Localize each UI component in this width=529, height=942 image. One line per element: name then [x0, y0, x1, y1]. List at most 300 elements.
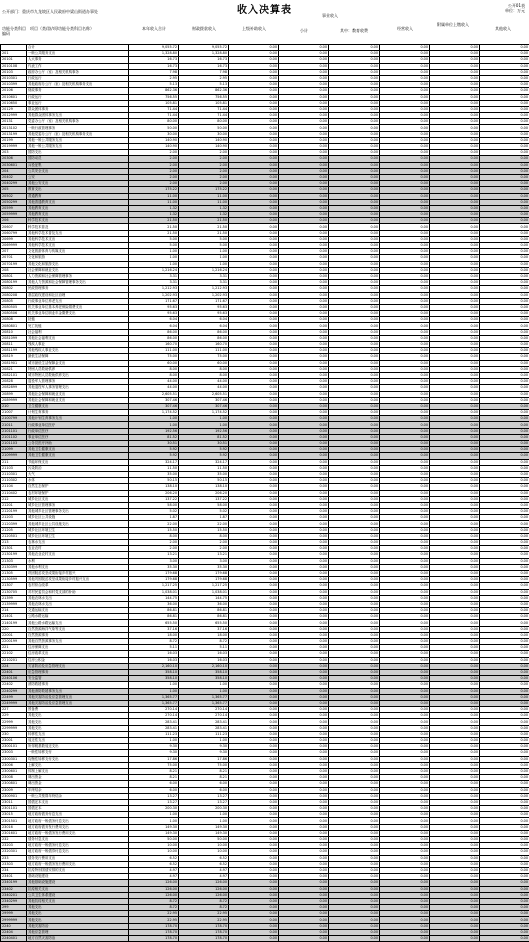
table-cell: 0.00 — [279, 892, 329, 898]
table-cell: 0.00 — [279, 911, 329, 917]
table-cell: 111.00 — [179, 348, 229, 354]
table-cell: 0.00 — [329, 738, 380, 744]
table-cell: 0.00 — [329, 428, 380, 434]
table-cell: 0.00 — [279, 570, 329, 576]
table-cell: 0.00 — [329, 682, 380, 688]
table-cell: 126.00 — [179, 886, 229, 892]
table-cell: 2.00 — [129, 162, 179, 168]
table-cell: 0.00 — [279, 230, 329, 236]
table-cell: 0.00 — [229, 82, 279, 88]
table-cell: 0.00 — [279, 768, 329, 774]
table-cell: 0.00 — [430, 329, 480, 335]
table-cell: 0.00 — [380, 459, 430, 465]
table-cell: 1,038.01 — [179, 589, 229, 595]
table-cell: 2340199 — [1, 880, 27, 886]
table-cell: 0.00 — [480, 521, 529, 527]
table-cell: 0.00 — [329, 886, 380, 892]
table-cell: 0.00 — [430, 403, 480, 409]
table-cell: 22.00 — [129, 521, 179, 527]
column-header — [0, 12, 529, 44]
table-cell: 农村环境保护 — [27, 490, 129, 496]
table-cell: 0.00 — [430, 181, 480, 187]
table-cell: 0.00 — [329, 515, 380, 521]
table-cell: 0.00 — [329, 329, 380, 335]
table-cell: 0.00 — [430, 385, 480, 391]
table-cell: 0.00 — [279, 669, 329, 675]
table-cell: 0.00 — [480, 843, 529, 849]
table-cell: 2110402 — [1, 490, 27, 496]
table-cell: 0.00 — [380, 867, 430, 873]
table-cell: 0.00 — [229, 527, 279, 533]
table-cell: 其他科学技术支出 — [27, 236, 129, 242]
table-cell: 22001 — [1, 632, 27, 638]
table-cell: 0.00 — [480, 385, 529, 391]
table-cell: 0.00 — [229, 298, 279, 304]
table-cell: 0.00 — [430, 608, 480, 614]
table-cell: 10.00 — [179, 843, 229, 849]
table-cell: 0.00 — [380, 372, 430, 378]
table-cell: 0.00 — [480, 750, 529, 756]
table-cell: 0.00 — [229, 700, 279, 706]
table-cell: 22.95 — [179, 917, 229, 923]
table-cell: 城乡社区管理事务 — [27, 502, 129, 508]
table-cell: 0.00 — [229, 855, 279, 861]
table-cell: 0.00 — [279, 645, 329, 651]
table-cell: 0.00 — [380, 230, 430, 236]
table-cell: 0.00 — [229, 750, 279, 756]
table-cell: 0.00 — [480, 583, 529, 589]
table-cell: 0.00 — [430, 422, 480, 428]
table-cell: 1,202.93 — [129, 292, 179, 298]
table-cell: 20699 — [1, 236, 27, 242]
table-cell: 6.00 — [129, 787, 179, 793]
table-cell: 7.98 — [179, 69, 229, 75]
table-cell: 270.14 — [179, 713, 229, 719]
table-cell: 0.00 — [279, 292, 329, 298]
table-cell: 0.00 — [480, 348, 529, 354]
table-cell: 0.00 — [279, 162, 329, 168]
table-cell: 0.00 — [329, 645, 380, 651]
table-cell: 0.00 — [229, 657, 279, 663]
table-cell: 8.00 — [129, 366, 179, 372]
table-cell: 0.00 — [430, 521, 480, 527]
table-cell: 抗疫特别国债安排的支出 — [27, 867, 129, 873]
table-cell: 13.27 — [179, 793, 229, 799]
table-cell: 0.00 — [329, 447, 380, 453]
table-cell: 5.11 — [129, 645, 179, 651]
table-cell: 6.52 — [179, 861, 229, 867]
table-cell: 2013199 — [1, 131, 27, 137]
table-cell: 0.00 — [430, 453, 480, 459]
table-cell: 0.00 — [329, 150, 380, 156]
table-cell: 0.00 — [380, 756, 430, 762]
table-cell: 0.00 — [279, 205, 329, 211]
table-cell: 0.00 — [229, 552, 279, 558]
table-cell: 0.00 — [430, 527, 480, 533]
table-cell: 8.00 — [179, 372, 229, 378]
table-cell: 0.00 — [480, 243, 529, 249]
table-cell: 0.00 — [430, 199, 480, 205]
table-cell: 0.00 — [380, 94, 430, 100]
table-cell: 0.00 — [380, 88, 430, 94]
table-cell: 0.00 — [279, 595, 329, 601]
table-cell: 安全监管 — [27, 676, 129, 682]
table-cell: 其他公路水路运输支出 — [27, 620, 129, 626]
table-cell: 0.00 — [380, 849, 430, 855]
table-cell: 0.00 — [380, 750, 430, 756]
table-cell: 3.31 — [129, 273, 179, 279]
table-cell: 4.97 — [179, 874, 229, 880]
table-cell: 0.00 — [279, 793, 329, 799]
table-cell: 0.00 — [279, 391, 329, 397]
table-cell: 0.00 — [279, 150, 329, 156]
table-cell: 0.00 — [279, 212, 329, 218]
table-cell: 307.46 — [179, 397, 229, 403]
table-cell: 0.00 — [329, 317, 380, 323]
table-cell: 2,160.10 — [129, 663, 179, 669]
table-cell: 0.00 — [480, 880, 529, 886]
table-cell: 0.00 — [329, 57, 380, 63]
table-cell: 0.00 — [430, 936, 480, 942]
table-cell: 0.00 — [480, 82, 529, 88]
table-cell: 140.90 — [179, 137, 229, 143]
table-cell: 95.63 — [179, 311, 229, 317]
table-cell: 0.00 — [279, 651, 329, 657]
table-cell: 0.00 — [229, 150, 279, 156]
table-cell: 0.00 — [279, 756, 329, 762]
table-cell: 0.00 — [329, 385, 380, 391]
table-cell: 0.00 — [229, 812, 279, 818]
table-cell: 6.52 — [129, 861, 179, 867]
table-cell: 0.00 — [380, 725, 430, 731]
table-cell: 0.00 — [229, 88, 279, 94]
table-cell: 1.32 — [179, 212, 229, 218]
table-cell: 1,212.93 — [179, 286, 229, 292]
table-cell: 0.00 — [279, 775, 329, 781]
table-cell: 0.00 — [279, 719, 329, 725]
table-cell: 0.00 — [430, 137, 480, 143]
table-cell: 0.00 — [329, 205, 380, 211]
table-cell: 0.00 — [329, 416, 380, 422]
table-cell: 0.00 — [430, 434, 480, 440]
table-cell: 0.00 — [329, 193, 380, 199]
table-cell: 0.00 — [480, 45, 529, 51]
table-cell: 2080505 — [1, 304, 27, 310]
table-cell: 5.02 — [129, 509, 179, 515]
table-cell: 民政管理事务 — [27, 286, 129, 292]
table-cell: 324.17 — [179, 459, 229, 465]
table-cell: 20821 — [1, 366, 27, 372]
table-cell: 81.52 — [179, 434, 229, 440]
table-cell: 4.97 — [179, 867, 229, 873]
table-cell: 0.00 — [229, 886, 279, 892]
table-cell: 20306 — [1, 156, 27, 162]
table-cell: 0.00 — [430, 193, 480, 199]
table-cell: 86.81 — [179, 614, 229, 620]
table-cell: 299 — [1, 905, 27, 911]
table-cell: 0.00 — [430, 51, 480, 57]
table-cell: 0.00 — [430, 366, 480, 372]
table-cell: 50.00 — [179, 125, 229, 131]
table-cell: 0.00 — [329, 372, 380, 378]
table-cell: 0.00 — [279, 168, 329, 174]
table-cell: 210 — [1, 403, 27, 409]
table-cell: 0.00 — [430, 886, 480, 892]
table-cell: 文化旅游体育与传媒支出 — [27, 249, 129, 255]
table-cell: 0.00 — [279, 236, 329, 242]
table-cell: 其他支出 — [27, 713, 129, 719]
table-cell: 21301 — [1, 546, 27, 552]
table-cell: 0.00 — [329, 465, 380, 471]
table-cell: 21099 — [1, 447, 27, 453]
table-cell: 0.00 — [329, 818, 380, 824]
table-cell: 0.00 — [430, 379, 480, 385]
table-cell: 0.00 — [229, 936, 279, 942]
table-cell: 20103 — [1, 69, 27, 75]
table-cell: 86.81 — [129, 614, 179, 620]
table-cell: 3.31 — [179, 273, 229, 279]
table-cell: 0.00 — [380, 490, 430, 496]
table-cell: 50.00 — [179, 837, 229, 843]
table-cell: 23003 — [1, 750, 27, 756]
table-cell: 0.00 — [279, 471, 329, 477]
table-cell: 0.00 — [430, 917, 480, 923]
table-cell: 0.00 — [380, 212, 430, 218]
table-cell: 科学技术普及 — [27, 224, 129, 230]
table-cell: 0.00 — [480, 855, 529, 861]
table-cell: 1,217.25 — [179, 583, 229, 589]
table-cell: 0.00 — [430, 812, 480, 818]
table-cell: 住房公积金 — [27, 657, 129, 663]
header-affiliate: 附属单位上缴收入 — [430, 22, 476, 27]
table-cell: 0.00 — [229, 391, 279, 397]
table-cell: 22499 — [1, 694, 27, 700]
table-cell: 0.00 — [229, 639, 279, 645]
table-cell: 23006 — [1, 762, 27, 768]
table-cell: 6.04 — [129, 323, 179, 329]
table-cell: 0.00 — [329, 63, 380, 69]
table-cell: 0.00 — [380, 837, 430, 843]
table-cell: 0.00 — [480, 738, 529, 744]
table-cell: 0.00 — [279, 898, 329, 904]
table-cell: 0.00 — [229, 317, 279, 323]
table-cell: 0.00 — [329, 614, 380, 620]
table-cell: 0.00 — [380, 224, 430, 230]
table-cell: 2101103 — [1, 441, 27, 447]
table-cell: 15.50 — [179, 527, 229, 533]
table-cell: 20129 — [1, 106, 27, 112]
table-cell: 0.00 — [329, 106, 380, 112]
table-cell: 11.00 — [179, 199, 229, 205]
table-cell: 0.00 — [380, 583, 430, 589]
table-cell: 0.00 — [480, 533, 529, 539]
table-cell: 2240 — [1, 923, 27, 929]
table-cell: 特困人员救助供养 — [27, 366, 129, 372]
table-cell: 0.00 — [480, 372, 529, 378]
table-cell: 其他教育支出 — [27, 212, 129, 218]
table-cell: 30.00 — [179, 131, 229, 137]
table-cell: 0.00 — [380, 162, 430, 168]
table-cell: 6.00 — [179, 781, 229, 787]
table-cell: 2.00 — [179, 174, 229, 180]
table-cell: 8.72 — [179, 639, 229, 645]
table-cell: 2.00 — [129, 181, 179, 187]
table-cell: 0.00 — [480, 137, 529, 143]
page-title: 收入决算表 — [0, 1, 529, 16]
table-cell: 0.00 — [380, 75, 430, 81]
table-cell: 0.00 — [480, 496, 529, 502]
table-cell: 0.00 — [480, 787, 529, 793]
table-cell: 0.00 — [279, 799, 329, 805]
table-cell: 0.00 — [430, 304, 480, 310]
table-cell: 0.00 — [279, 453, 329, 459]
table-cell: 21307 — [1, 583, 27, 589]
table-cell: 0.00 — [380, 119, 430, 125]
table-cell: 0.00 — [329, 261, 380, 267]
table-cell: 0.00 — [229, 212, 279, 218]
table-cell: 21201 — [1, 502, 27, 508]
table-cell: 0.00 — [329, 577, 380, 583]
table-cell: 交通运输支出 — [27, 608, 129, 614]
table-cell: 178.70 — [129, 923, 179, 929]
table-cell: 0.00 — [480, 292, 529, 298]
table-cell: 国防动员 — [27, 156, 129, 162]
dept-label: 公开部门：重庆市九龙坡区人民政府中梁山街道办事处 — [2, 9, 98, 14]
table-cell: 0.00 — [279, 861, 329, 867]
table-cell: 220 — [1, 626, 27, 632]
table-cell: 0.00 — [480, 837, 529, 843]
table-cell: 0.00 — [329, 527, 380, 533]
table-cell: 0.00 — [279, 82, 329, 88]
table-cell: 2010399 — [1, 82, 27, 88]
table-cell: 其他巩固脱贫攻坚成果衔接乡村振兴支出 — [27, 577, 129, 583]
table-cell: 0.00 — [430, 861, 480, 867]
table-cell: 2080801 — [1, 323, 27, 329]
header-self: 事业收入 — [280, 13, 380, 18]
table-cell: 0.00 — [229, 583, 279, 589]
table-cell: 其他灾害防治及应急管理支出 — [27, 694, 129, 700]
table-cell: 5.92 — [129, 453, 179, 459]
table-cell: 0.00 — [430, 267, 480, 273]
table-cell: 0.00 — [380, 713, 430, 719]
table-cell: 0.00 — [430, 874, 480, 880]
table-cell: 0.00 — [480, 651, 529, 657]
table-cell: 0.00 — [430, 63, 480, 69]
table-cell: 0.00 — [279, 298, 329, 304]
table-cell: 0.00 — [480, 119, 529, 125]
table-cell: 0.00 — [480, 781, 529, 787]
table-cell: 0.00 — [329, 799, 380, 805]
table-cell: 0.00 — [380, 150, 430, 156]
table-cell: 群众团体事务 — [27, 106, 129, 112]
table-cell: 0.00 — [430, 799, 480, 805]
table-cell: 0.00 — [430, 360, 480, 366]
table-cell: 0.00 — [229, 824, 279, 830]
header-total: 本年收入合计 — [130, 26, 178, 31]
table-cell: 0.00 — [430, 787, 480, 793]
table-cell: 0.00 — [380, 360, 430, 366]
table-cell: 2013102 — [1, 125, 27, 131]
table-cell: 0.00 — [380, 447, 430, 453]
table-cell: 50.15 — [129, 478, 179, 484]
table-cell: 229 — [1, 713, 27, 719]
table-cell: 0.00 — [430, 620, 480, 626]
table-cell: 0.00 — [480, 422, 529, 428]
table-cell: 0.00 — [279, 880, 329, 886]
table-cell: 205 — [1, 187, 27, 193]
table-cell: 0.00 — [329, 509, 380, 515]
table-cell: 0.00 — [329, 100, 380, 106]
table-cell: 0.00 — [329, 756, 380, 762]
table-cell: 地方政府一般债务付息支出 — [27, 843, 129, 849]
table-cell: 0.00 — [380, 144, 430, 150]
table-cell: 2300301 — [1, 756, 27, 762]
table-cell: 0.00 — [229, 193, 279, 199]
table-cell: 0.00 — [229, 781, 279, 787]
table-cell: 0.00 — [279, 601, 329, 607]
table-cell: 0.00 — [430, 113, 480, 119]
table-cell: 6.04 — [179, 323, 229, 329]
table-cell: 0.00 — [380, 540, 430, 546]
table-cell: 0.00 — [430, 837, 480, 843]
table-cell: 0.00 — [430, 286, 480, 292]
table-cell: 0.00 — [279, 273, 329, 279]
table-cell: 0.00 — [430, 719, 480, 725]
table-cell: 0.00 — [480, 280, 529, 286]
table-cell: 0.00 — [279, 496, 329, 502]
table-cell: 0.00 — [329, 502, 380, 508]
table-cell: 0.00 — [430, 601, 480, 607]
table-cell: 机关事业单位基本养老保险缴费支出 — [27, 304, 129, 310]
table-cell: 其他一般公共服务支出 — [27, 144, 129, 150]
table-cell: 21399 — [1, 595, 27, 601]
table-cell: 人力资源和社会保障管理事务 — [27, 273, 129, 279]
table-cell: 0.00 — [430, 892, 480, 898]
table-cell: 178.70 — [129, 936, 179, 942]
table-cell: 0.00 — [229, 249, 279, 255]
table-cell: 0.00 — [480, 144, 529, 150]
table-cell: 0.00 — [480, 639, 529, 645]
table-cell: 0.00 — [380, 292, 430, 298]
table-cell: 0.00 — [229, 564, 279, 570]
table-cell: 16.73 — [179, 57, 229, 63]
table-cell: 756.55 — [129, 94, 179, 100]
table-cell: 残疾人事业 — [27, 342, 129, 348]
table-cell: 126.00 — [129, 880, 179, 886]
table-cell: 0.00 — [430, 533, 480, 539]
table-cell: 0.00 — [229, 471, 279, 477]
table-cell: 0.00 — [430, 651, 480, 657]
table-cell: 126.00 — [179, 880, 229, 886]
table-cell: 0.00 — [380, 651, 430, 657]
table-cell: 0.00 — [229, 205, 279, 211]
table-cell: 0.00 — [229, 861, 279, 867]
table-cell: 其他支出 — [27, 917, 129, 923]
table-cell: 0.00 — [229, 106, 279, 112]
table-cell: 其他科学技术普及支出 — [27, 230, 129, 236]
table-cell: 0.00 — [229, 806, 279, 812]
table-cell: 0.00 — [380, 113, 430, 119]
table-cell: 2082899 — [1, 385, 27, 391]
table-cell: 140.90 — [129, 137, 179, 143]
table-cell: 8.21 — [129, 768, 179, 774]
table-cell: 16.03 — [179, 651, 229, 657]
table-cell: 其他农林水支出 — [27, 601, 129, 607]
table-cell: 0.00 — [480, 131, 529, 137]
table-cell: 20802 — [1, 286, 27, 292]
table-cell: 23008 — [1, 775, 27, 781]
table-cell: 0.00 — [329, 700, 380, 706]
